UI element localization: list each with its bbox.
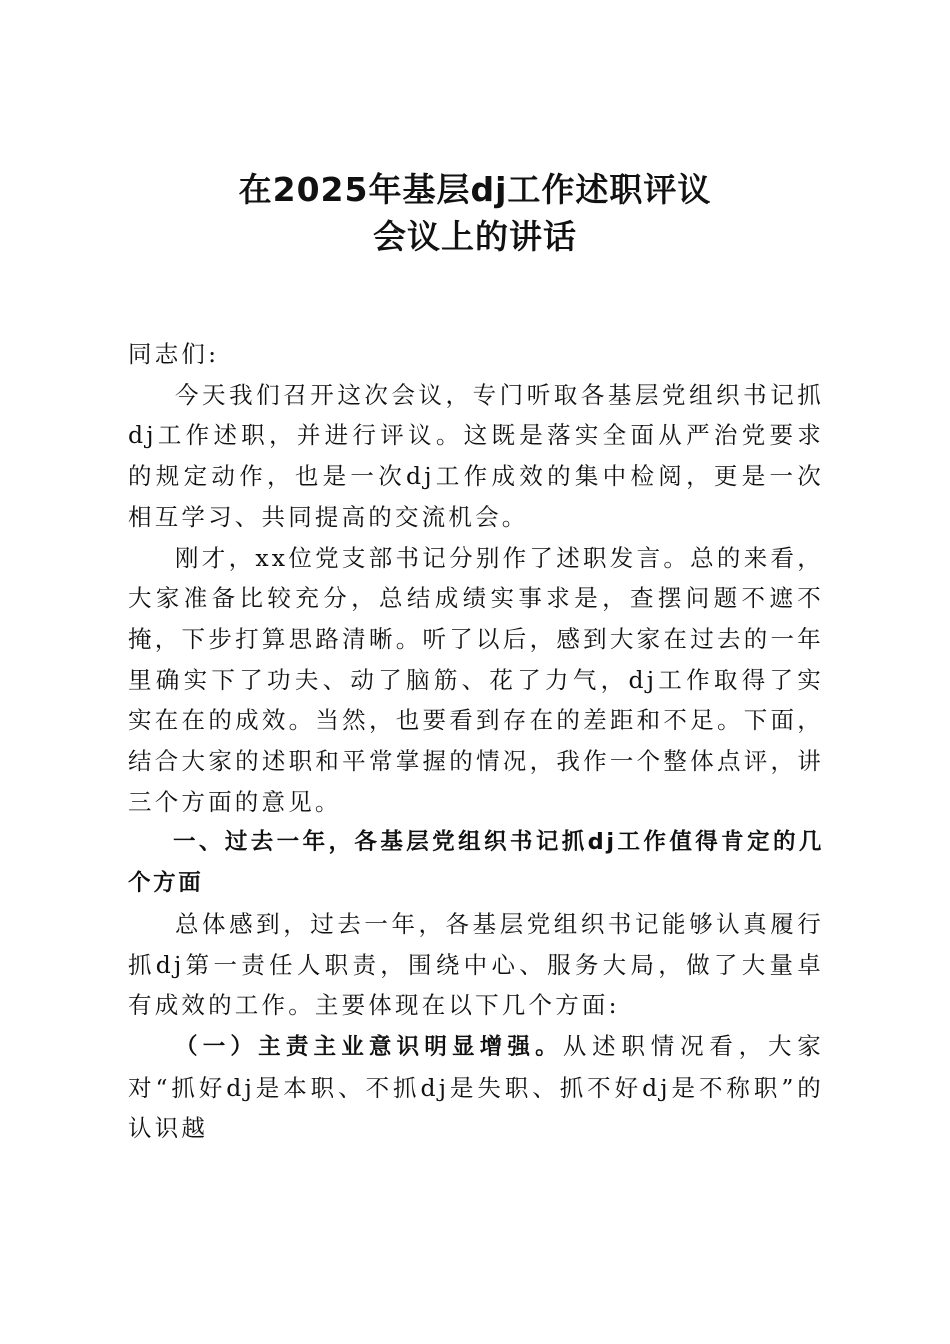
subsection-text-1: 从述职情况看，大家对“抓好dj是本职、不抓dj是失职、抓不好dj是不称职”的认识越: [128, 1031, 824, 1143]
document-body: [128, 334, 824, 1149]
title-line-2: 会议上的讲话: [373, 217, 577, 256]
paragraph-overview: 总体感到，过去一年，各基层党组织书记能够认真履行抓dj第一责任人职责，围绕中心、服务大局，做了大量卓有成效的工作。主要体现在以下几个方面:: [128, 909, 824, 1020]
salutation: 同志们:: [128, 340, 220, 368]
subsection-lead-1: （一）主责主业意识明显增强。: [175, 1033, 563, 1060]
title-line-1: 在2025年基层dj工作述职评议: [238, 170, 712, 209]
subsection-paragraph-1: [128, 1026, 824, 1149]
section-heading-1: 一、过去一年，各基层党组织书记抓dj工作值得肯定的几个方面: [128, 829, 824, 897]
document-title: [0, 166, 950, 260]
paragraph-intro: 今天我们召开这次会议，专门听取各基层党组织书记抓dj工作述职，并进行评议。这既是落实全面从严治党要求的规定动作，也是一次dj工作成效的集中检阅，更是一次相互学习、共同提高的交流机会。: [128, 380, 824, 531]
paragraph-summary: 刚才，xx位党支部书记分别作了述职发言。总的来看，大家准备比较充分，总结成绩实事求是，查摆问题不遮不掩，下步打算思路清晰。听了以后，感到大家在过去的一年里确实下了功夫、动了脑筋、花了力气，dj工作取得了实实在在的成效。当然，也要看到存在的差距和不足。下面，结合大家的述职和平常掌握的情况，我作一个整体点评，讲三个方面的意见。: [128, 543, 824, 816]
